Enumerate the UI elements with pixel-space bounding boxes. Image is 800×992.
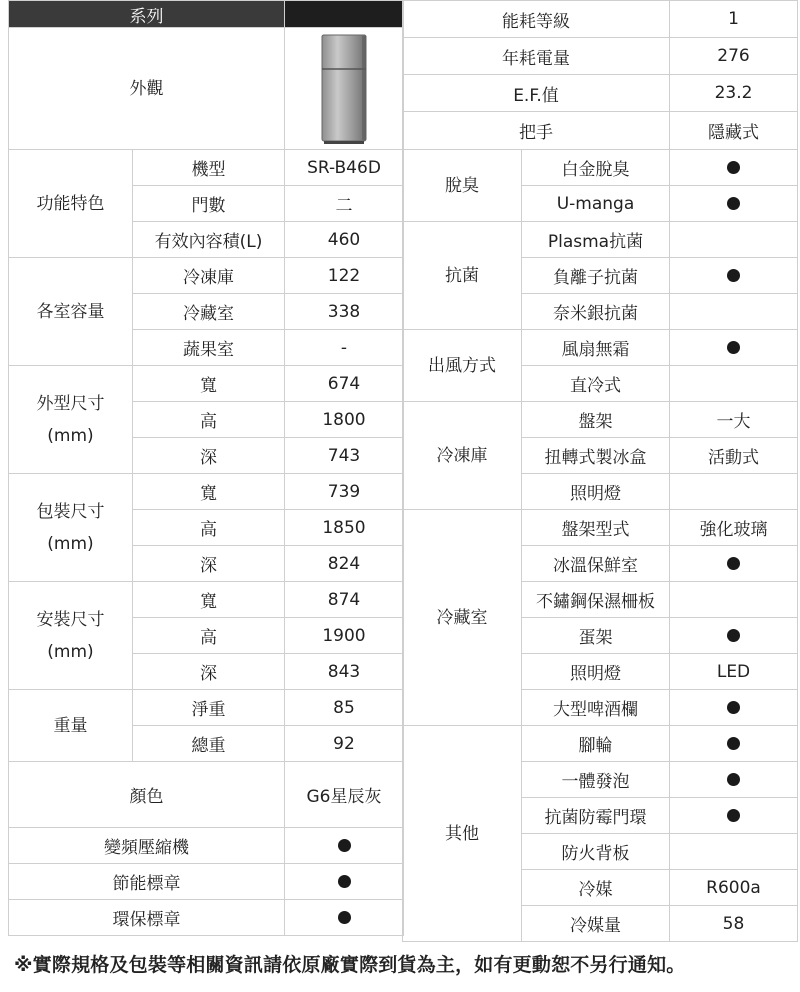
spec-value: 23.2 <box>670 75 798 112</box>
feature-name: 防火背板 <box>522 834 670 870</box>
spec-name: 高 <box>133 618 285 654</box>
feature-value <box>670 690 798 726</box>
feature-name: 負離子抗菌 <box>522 258 670 294</box>
spec-name: 門數 <box>133 186 285 222</box>
bullet-icon <box>727 737 740 750</box>
feature-value <box>670 834 798 870</box>
spec-name: 冷凍庫 <box>133 258 285 294</box>
feature-value <box>670 546 798 582</box>
group-label-fridge: 冷藏室 <box>403 510 522 726</box>
spec-name: E.F.值 <box>403 75 670 112</box>
group-label-package-size <box>9 474 133 582</box>
spec-name: 高 <box>133 402 285 438</box>
spec-name: 能耗等級 <box>403 1 670 38</box>
feature-value: R600a <box>670 870 798 906</box>
spec-value: 85 <box>285 690 404 726</box>
bullet-icon <box>727 161 740 174</box>
group-label-line2: (mm) <box>47 425 94 446</box>
spec-name: 淨重 <box>133 690 285 726</box>
spec-value: 743 <box>285 438 404 474</box>
bullet-icon <box>338 875 351 888</box>
spec-value: 874 <box>285 582 404 618</box>
group-label-other: 其他 <box>403 726 522 942</box>
feature-value <box>285 900 404 936</box>
feature-name: 抗菌防霉門環 <box>522 798 670 834</box>
feature-name: 一體發泡 <box>522 762 670 798</box>
bullet-icon <box>727 269 740 282</box>
spec-name: 高 <box>133 510 285 546</box>
spec-value: 1850 <box>285 510 404 546</box>
feature-value: 58 <box>670 906 798 942</box>
feature-value <box>670 258 798 294</box>
feature-name: 奈米銀抗菌 <box>522 294 670 330</box>
group-label-airflow: 出風方式 <box>403 330 522 402</box>
group-label-capacity: 各室容量 <box>9 258 133 366</box>
group-label-line1: 外型尺寸 <box>36 393 105 414</box>
left-spec-table <box>8 0 404 936</box>
spec-value: - <box>285 330 404 366</box>
color-label: 顏色 <box>9 762 285 828</box>
group-label-weight: 重量 <box>9 690 133 762</box>
bullet-icon <box>338 839 351 852</box>
feature-value <box>285 864 404 900</box>
feature-label: 環保標章 <box>9 900 285 936</box>
feature-value <box>670 186 798 222</box>
feature-name: 扭轉式製冰盒 <box>522 438 670 474</box>
group-label-antibacterial: 抗菌 <box>403 222 522 330</box>
spec-name: 深 <box>133 438 285 474</box>
spec-value: 843 <box>285 654 404 690</box>
feature-value <box>670 150 798 186</box>
group-label-freezer: 冷凍庫 <box>403 402 522 510</box>
feature-value <box>670 618 798 654</box>
feature-name: 照明燈 <box>522 474 670 510</box>
feature-label: 變頻壓縮機 <box>9 828 285 864</box>
spec-value: 122 <box>285 258 404 294</box>
spec-name: 寬 <box>133 582 285 618</box>
spec-name: 深 <box>133 654 285 690</box>
group-label-line2: (mm) <box>47 533 94 554</box>
feature-name: 照明燈 <box>522 654 670 690</box>
spec-name: 寬 <box>133 474 285 510</box>
series-header-blank <box>285 1 404 28</box>
feature-name: 白金脫臭 <box>522 150 670 186</box>
footnote: ※實際規格及包裝等相關資訊請依原廠實際到貨為主，如有更動恕不另行通知。 <box>14 954 686 976</box>
appearance-label: 外觀 <box>9 28 285 150</box>
spec-value: 674 <box>285 366 404 402</box>
feature-value <box>670 762 798 798</box>
bullet-icon <box>727 773 740 786</box>
feature-value: LED <box>670 654 798 690</box>
right-spec-table <box>402 0 798 942</box>
feature-value <box>670 366 798 402</box>
feature-name: 蛋架 <box>522 618 670 654</box>
spec-name: 冷藏室 <box>133 294 285 330</box>
color-value: G6星辰灰 <box>285 762 404 828</box>
feature-value <box>670 582 798 618</box>
bullet-icon <box>727 197 740 210</box>
spec-value: 276 <box>670 38 798 75</box>
bullet-icon <box>727 701 740 714</box>
spec-value: 1800 <box>285 402 404 438</box>
feature-value: 活動式 <box>670 438 798 474</box>
spec-value: 二 <box>285 186 404 222</box>
feature-value <box>670 474 798 510</box>
spec-name: 蔬果室 <box>133 330 285 366</box>
feature-name: Plasma抗菌 <box>522 222 670 258</box>
group-label-install-size <box>9 582 133 690</box>
spec-value: 1 <box>670 1 798 38</box>
feature-name: 盤架 <box>522 402 670 438</box>
bullet-icon <box>338 911 351 924</box>
spec-value: 1900 <box>285 618 404 654</box>
group-label-line2: (mm) <box>47 641 94 662</box>
spec-name: 深 <box>133 546 285 582</box>
spec-name: 年耗電量 <box>403 38 670 75</box>
feature-value <box>670 798 798 834</box>
bullet-icon <box>727 557 740 570</box>
spec-value: 92 <box>285 726 404 762</box>
feature-value: 一大 <box>670 402 798 438</box>
spec-value: SR-B46D <box>285 150 404 186</box>
spec-name: 把手 <box>403 112 670 150</box>
group-label-outer-size <box>9 366 133 474</box>
series-header: 系列 <box>9 1 285 28</box>
feature-label: 節能標章 <box>9 864 285 900</box>
group-label-features: 功能特色 <box>9 150 133 258</box>
spec-value: 824 <box>285 546 404 582</box>
spec-name: 寬 <box>133 366 285 402</box>
spec-value: 739 <box>285 474 404 510</box>
feature-name: U-manga <box>522 186 670 222</box>
spec-name: 機型 <box>133 150 285 186</box>
feature-value <box>285 828 404 864</box>
spec-value: 隱藏式 <box>670 112 798 150</box>
feature-value <box>670 294 798 330</box>
feature-name: 風扇無霜 <box>522 330 670 366</box>
feature-value <box>670 330 798 366</box>
feature-name: 冷媒量 <box>522 906 670 942</box>
feature-name: 直冷式 <box>522 366 670 402</box>
group-label-line1: 包裝尺寸 <box>36 501 105 522</box>
feature-value <box>670 726 798 762</box>
group-label-deodorize: 脫臭 <box>403 150 522 222</box>
spec-name: 有效內容積(L) <box>133 222 285 258</box>
spec-value: 338 <box>285 294 404 330</box>
spec-value: 460 <box>285 222 404 258</box>
spec-name: 總重 <box>133 726 285 762</box>
feature-name: 冰溫保鮮室 <box>522 546 670 582</box>
refrigerator-image <box>318 33 370 145</box>
bullet-icon <box>727 341 740 354</box>
feature-name: 冷媒 <box>522 870 670 906</box>
feature-name: 大型啤酒欄 <box>522 690 670 726</box>
feature-name: 腳輪 <box>522 726 670 762</box>
bullet-icon <box>727 629 740 642</box>
group-label-line1: 安裝尺寸 <box>36 609 105 630</box>
feature-name: 盤架型式 <box>522 510 670 546</box>
bullet-icon <box>727 809 740 822</box>
feature-value <box>670 222 798 258</box>
feature-value: 強化玻璃 <box>670 510 798 546</box>
feature-name: 不鏽鋼保濕柵板 <box>522 582 670 618</box>
product-image-cell <box>285 28 404 150</box>
